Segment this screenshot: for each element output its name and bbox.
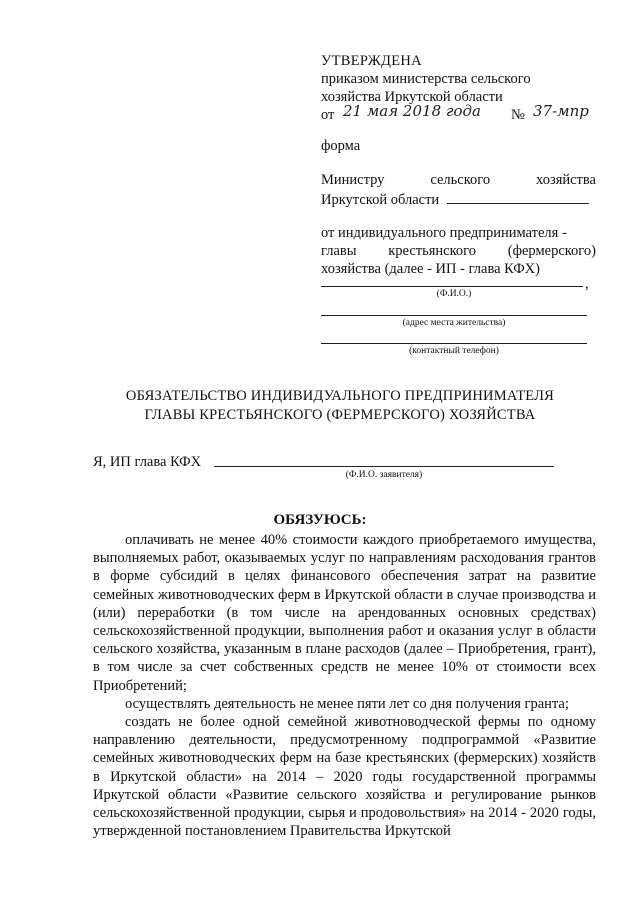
handwritten-date: 21 мая 2018 года [343,102,481,120]
form-label: форма [321,138,361,154]
phone-caption: (контактный телефон) [409,346,499,356]
addressee-name-field[interactable] [447,189,589,204]
paragraph: создать не более одной семейной животноводческой фермы по одному направлению деятельности, предусмотренному подпрограммой «Развитие семейных животноводческих ферм на базе крестьянских (фермерских) хозяйств в Иркутской области» на 2014 – 2020 годы государственной программы Иркутской области «Развитие сельского хозяйства и регулирование рынков сельскохозяйственной продукции, сырья и продовольствия» на 2014 - 2020 годы, утвержденной постановлением Правительства Иркутской [93,714,596,840]
paragraph: осуществлять деятельность не менее пяти лет со дня получения гранта; [125,695,569,712]
addressee-word-1: Министру [321,172,385,188]
sender-word-1: главы [321,243,357,259]
addressee-region: Иркутской области [321,192,440,208]
sender-line-2 [321,242,596,260]
applicant-name-field[interactable] [214,466,554,467]
addressee-word-3: хозяйства [536,172,596,188]
sender-word-3: (фермерского) [507,243,596,259]
sender-block [321,224,596,278]
applicant-caption: (Ф.И.О. заявителя) [345,470,423,480]
fio-comma: , [585,276,589,292]
address-field[interactable] [321,315,587,316]
addressee-line-1 [321,171,596,189]
paragraph: оплачивать не менее 40% стоимости каждого приобретаемого имущества, выполняемых работ, оказываемых услуг по направлениям расходования грантов в форме субсидий в целях финансового обеспечения затрат на развитие семейных животноводческих ферм в Иркутской области в случае производства и (или) переработки (в том числе на арендованных основных средствах) сельскохозяйственной продукции, выполнения работ и оказания услуг в области сельского хозяйства, указанным в плане расходов (далее – Приобретения, грант), в том числе за счет собственных средств не менее 10% от стоимости всех Приобретений; [93,532,596,694]
document-heading [60,387,620,425]
approval-line-1: приказом министерства сельского [321,71,531,87]
addressee-line-2 [321,189,596,209]
approval-title: УТВЕРЖДЕНА [321,53,422,69]
approval-block [321,52,596,128]
number-symbol: № [511,107,525,123]
sender-line-1: от индивидуального предпринимателя - [321,225,567,241]
heading-line-2: ГЛАВЫ КРЕСТЬЯНСКОГО (ФЕРМЕРСКОГО) ХОЗЯЙСТВА [144,407,536,423]
fio-caption: (Ф.И.О.) [436,289,472,299]
approval-date-line [321,102,596,128]
approval-from-prefix: от [321,107,335,123]
approval-line-2: хозяйства Иркутской области [321,89,503,105]
phone-field[interactable] [321,343,587,344]
handwritten-number: 37-мпр [533,102,589,120]
obligations-body [93,531,596,840]
addressee-word-2: сельского [430,172,491,188]
fio-field[interactable] [321,286,583,287]
addressee-block [321,171,596,209]
sender-line-3: хозяйства (далее - ИП - глава КФХ) [321,261,540,277]
heading-line-1: ОБЯЗАТЕЛЬСТВО ИНДИВИДУАЛЬНОГО ПРЕДПРИНИМАТЕЛЯ [125,388,555,404]
applicant-label: Я, ИП глава КФХ [93,454,202,470]
obliged-heading: ОБЯЗУЮСЬ: [273,512,367,528]
sender-word-2: крестьянского [388,243,476,259]
address-caption: (адрес места жительства) [402,318,506,328]
